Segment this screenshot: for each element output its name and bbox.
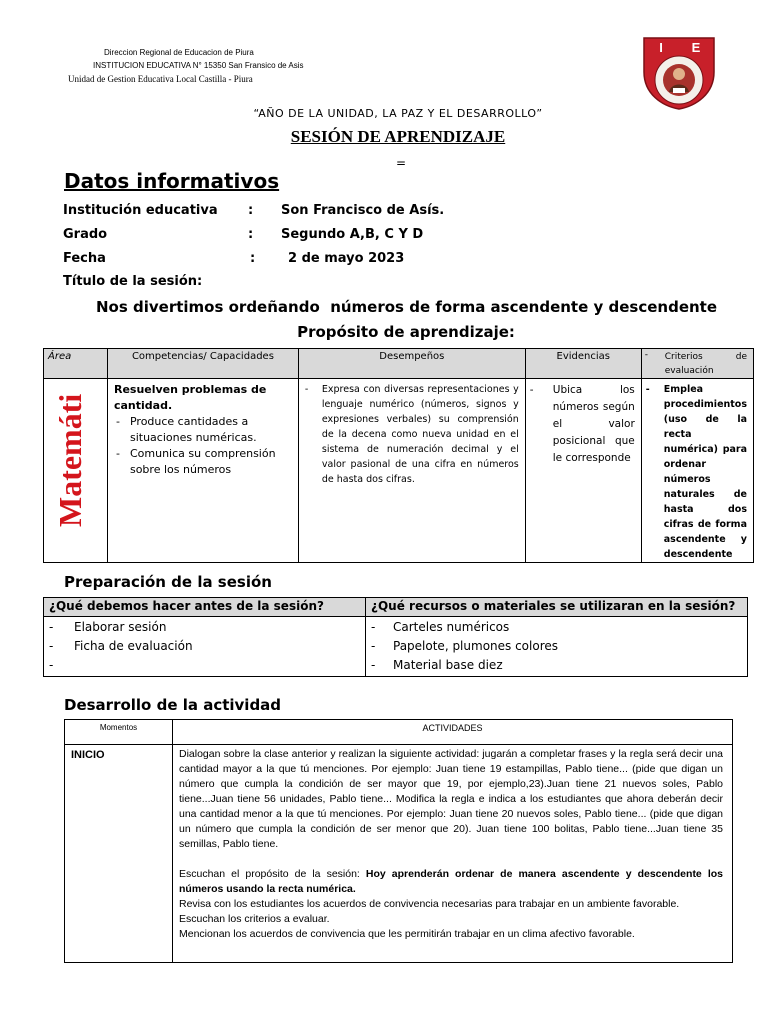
prep-item: - Elaborar sesión	[49, 620, 167, 634]
desempenos-cell: - Expresa con diversas representaciones y lenguaje numérico (números, signos y expresiones verbales) su comprensión de la decena como nueva unidad en el sistema de numeración decimal y el valor pasional de una cifra en números de hasta dos cifras.	[298, 379, 525, 563]
prep-col1-list: - Elaborar sesión - Ficha de evaluación -	[44, 617, 366, 677]
datos-value: 2 de mayo 2023	[288, 251, 405, 266]
dev-col2-header: ACTIVIDADES	[173, 720, 733, 745]
prep-item: - Material base diez	[371, 658, 503, 672]
evidencias-cell: - Ubica los números según el valor posicional que le corresponde	[525, 379, 641, 563]
prep-col1-header: ¿Qué debemos hacer antes de la sesión?	[44, 598, 366, 617]
capacidad-item: - Comunica su comprensión sobre los números	[115, 447, 276, 476]
actividades-cell	[173, 745, 733, 963]
competencia-title: Resuelven problemas de cantidad.	[113, 383, 267, 412]
preparacion-heading: Preparación de la sesión	[64, 573, 272, 591]
datos-sep: :	[248, 227, 254, 242]
proposito-heading: Propósito de aprendizaje:	[297, 323, 515, 341]
evidencia-text: Ubica los números según el valor posicional que le corresponde	[552, 384, 635, 464]
area-cell	[44, 379, 108, 563]
actividad-p1: Dialogan sobre la clase anterior y realizan la siguiente actividad: jugarán a completar frases y la regla será decir una cantidad mayor a la que tú menciones. Por ejemplo: Juan tiene 19 estampillas, Pablo tiene... (pide que digan un número que cumpla la condición de ser mayor que 19, por ejemplo,23).Juan tiene 21 nuevos soles, Pablo tiene...Juan tiene 56 unidades, Pablo tiene... Modifica la regla e indica a los estudiantes que ahora deberán decir una cantidad menor a la que tú menciones. Por ejemplo: Juan tiene 20 nuevos soles, Pablo tiene... (pide que digan un número que cumpla la condición de ser menor que 20). Juan tiene 100 bolitas, Pablo tiene...Juan tiene 35 semillas, Pablo tiene.	[179, 748, 723, 850]
desarrollo-heading: Desarrollo de la actividad	[64, 696, 282, 714]
desarrollo-table	[64, 719, 733, 963]
page-title: SESIÓN DE APRENDIZAJE	[290, 127, 506, 146]
proposito-table	[43, 348, 754, 563]
session-title: Nos divertimos ordeñando números de forma ascendente y descendente	[95, 298, 718, 316]
datos-label: Grado	[63, 227, 108, 242]
actividad-p3: Revisa con los estudiantes los acuerdos de convivencia necesarias para trabajar en un ambiente favorable.	[179, 898, 680, 910]
crest-letter-i: I	[659, 40, 663, 55]
datos-label: Título de la sesión:	[63, 274, 203, 289]
col-evidencias: Evidencias	[525, 349, 641, 379]
actividad-p4: Escuchan los criterios a evaluar.	[179, 913, 330, 925]
prep-col2-list	[366, 617, 748, 677]
criterio-text: Emplea procedimientos (uso de la recta numérica) para ordenar números naturales de hasta dos cifras de forma ascendente y descendente	[663, 384, 747, 560]
actividad-p2: Escuchan el propósito de la sesión: Hoy aprenderán ordenar de manera ascendente y descendente los números usando la recta numérica.	[179, 868, 723, 895]
col-area: Área	[44, 349, 108, 379]
area-value: Matemáti	[52, 393, 88, 527]
preparacion-table	[43, 597, 748, 677]
datos-label: Institución educativa	[63, 203, 218, 218]
datos-heading: Datos informativos	[64, 169, 280, 193]
datos-value: Son Francisco de Asís.	[281, 203, 445, 218]
datos-sep: :	[248, 203, 254, 218]
actividad-p5: Mencionan los acuerdos de convivencia que les permitirán trabajar en un clima afectivo favorable.	[179, 928, 635, 940]
datos-sep: :	[250, 251, 256, 266]
title-mark: =	[396, 156, 407, 170]
competencias-cell	[107, 379, 298, 563]
criterios-cell: - Emplea procedimientos (uso de la recta numérica) para ordenar números naturales de hasta dos cifras de forma ascendente y descendente	[641, 379, 753, 563]
prep-col2-header: ¿Qué recursos o materiales se utilizaran en la sesión?	[366, 598, 748, 617]
datos-value: Segundo A,B, C Y D	[281, 227, 424, 242]
header-line-3: Unidad de Gestion Educativa Local Castilla - Piura	[68, 74, 253, 84]
col-desempenos: Desempeños	[298, 349, 525, 379]
datos-label: Fecha	[63, 251, 106, 266]
header-line-1: Direccion Regional de Educacion de Piura	[104, 48, 254, 57]
motto: “AÑO DE LA UNIDAD, LA PAZ Y EL DESARROLLO”	[253, 107, 543, 120]
col-criterios: - Criterios de evaluación	[641, 349, 753, 379]
school-crest-logo	[640, 34, 718, 110]
desempeno-text: Expresa con diversas representaciones y lenguaje numérico (números, signos y expresiones verbales) su comprensión de la decena como nueva unidad en el sistema de numeración decimal y el valor pasional de una cifra en números de hasta dos cifras.	[321, 384, 519, 485]
prep-item: - Ficha de evaluación	[49, 639, 193, 653]
prep-item: - Carteles numéricos	[371, 620, 510, 634]
capacidad-item: - Produce cantidades a situaciones numéricas.	[115, 415, 257, 444]
dev-col1-header: Momentos	[65, 720, 173, 745]
col-competencias: Competencias/ Capacidades	[107, 349, 298, 379]
momento-inicio: INICIO	[65, 745, 173, 963]
crest-letter-e: E	[691, 40, 701, 55]
header-line-2: INSTITUCION EDUCATIVA N° 15350 San Fransico de Asis	[93, 61, 304, 70]
prep-item: - Papelote, plumones colores	[371, 639, 559, 653]
